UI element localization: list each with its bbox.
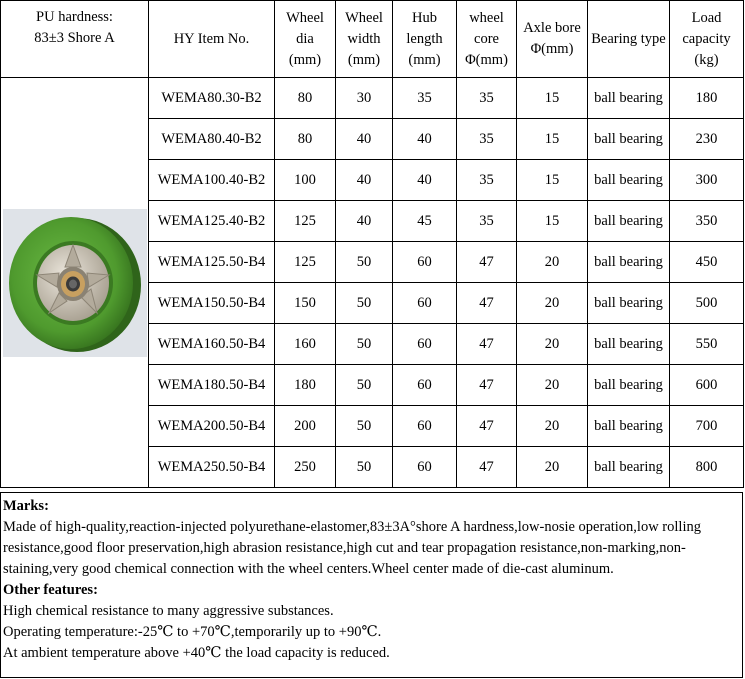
- hub-cell: 40: [393, 160, 457, 201]
- table-row: [1, 78, 744, 119]
- load-cell: 500: [670, 283, 744, 324]
- header-row: [1, 1, 744, 78]
- dia-cell: 125: [275, 201, 336, 242]
- width-cell: 40: [336, 119, 393, 160]
- bearing-cell: ball bearing: [588, 447, 670, 488]
- bore-cell: 15: [517, 201, 588, 242]
- dia-cell: 180: [275, 365, 336, 406]
- core-cell: 35: [457, 119, 517, 160]
- bearing-cell: ball bearing: [588, 242, 670, 283]
- dia-cell: 125: [275, 242, 336, 283]
- bore-cell: 20: [517, 406, 588, 447]
- width-cell: 50: [336, 365, 393, 406]
- feature-line: Operating temperature:-25℃ to +70℃,temporarily up to +90℃.: [3, 624, 382, 640]
- hub-cell: 60: [393, 365, 457, 406]
- item-no-cell: WEMA150.50-B4: [149, 283, 275, 324]
- hub-cell: 60: [393, 283, 457, 324]
- width-cell: 40: [336, 201, 393, 242]
- item-no-cell: WEMA200.50-B4: [149, 406, 275, 447]
- core-cell: 35: [457, 201, 517, 242]
- item-no-cell: WEMA180.50-B4: [149, 365, 275, 406]
- green-pu-wheel-photo-icon: [3, 209, 147, 357]
- dia-cell: 160: [275, 324, 336, 365]
- feature-line: At ambient temperature above +40℃ the load capacity is reduced.: [3, 645, 390, 661]
- hub-cell: 35: [393, 78, 457, 119]
- hub-cell: 60: [393, 406, 457, 447]
- dia-cell: 100: [275, 160, 336, 201]
- bearing-cell: ball bearing: [588, 119, 670, 160]
- dia-cell: 150: [275, 283, 336, 324]
- marks-text: Made of high-quality,reaction-injected polyurethane-elastomer,83±3A°shore A hardness,low-nosie operation,low rolling resistance,good floor preservation,high abrasion resistance,high cut and tear propagation resistance,non-marking,non-staining,very good chemical connection with the wheel centers.Wheel center made of die-cast aluminum.: [3, 519, 701, 577]
- core-cell: 47: [457, 365, 517, 406]
- bore-cell: 20: [517, 447, 588, 488]
- width-cell: 50: [336, 447, 393, 488]
- other-features-heading: Other features:: [3, 582, 98, 598]
- dia-cell: 80: [275, 78, 336, 119]
- bore-cell: 15: [517, 160, 588, 201]
- load-cell: 350: [670, 201, 744, 242]
- core-cell: 47: [457, 447, 517, 488]
- bore-cell: 15: [517, 119, 588, 160]
- width-cell: 50: [336, 324, 393, 365]
- width-cell: 50: [336, 242, 393, 283]
- item-no-cell: WEMA250.50-B4: [149, 447, 275, 488]
- core-cell: 47: [457, 406, 517, 447]
- load-cell: 600: [670, 365, 744, 406]
- core-cell: 47: [457, 324, 517, 365]
- item-no-cell: WEMA80.30-B2: [149, 78, 275, 119]
- bore-cell: 20: [517, 365, 588, 406]
- load-cell: 230: [670, 119, 744, 160]
- hub-cell: 45: [393, 201, 457, 242]
- core-cell: 35: [457, 78, 517, 119]
- load-capacity-header: Load capacity (kg): [670, 1, 744, 78]
- wheel-dia-header: Wheel dia (mm): [275, 1, 336, 78]
- load-cell: 450: [670, 242, 744, 283]
- item-no-cell: WEMA125.40-B2: [149, 201, 275, 242]
- notes-section: [0, 492, 743, 678]
- feature-line: High chemical resistance to many aggressive substances.: [3, 603, 334, 619]
- width-cell: 30: [336, 78, 393, 119]
- core-cell: 35: [457, 160, 517, 201]
- bearing-cell: ball bearing: [588, 406, 670, 447]
- core-cell: 47: [457, 283, 517, 324]
- bore-cell: 20: [517, 283, 588, 324]
- load-cell: 550: [670, 324, 744, 365]
- item-no-cell: WEMA125.50-B4: [149, 242, 275, 283]
- bearing-type-header: Bearing type: [588, 1, 670, 78]
- wheel-width-header: Wheel width (mm): [336, 1, 393, 78]
- marks-heading: Marks:: [3, 498, 49, 514]
- hub-length-header: Hub length (mm): [393, 1, 457, 78]
- load-cell: 800: [670, 447, 744, 488]
- bearing-cell: ball bearing: [588, 160, 670, 201]
- load-cell: 180: [670, 78, 744, 119]
- pu-hardness-header: PU hardness: 83±3 Shore A: [1, 1, 149, 78]
- width-cell: 40: [336, 160, 393, 201]
- bearing-cell: ball bearing: [588, 78, 670, 119]
- item-no-header: HY Item No.: [149, 1, 275, 78]
- width-cell: 50: [336, 406, 393, 447]
- hub-cell: 60: [393, 447, 457, 488]
- wheel-photo: [1, 78, 149, 488]
- dia-cell: 80: [275, 119, 336, 160]
- hub-cell: 60: [393, 242, 457, 283]
- bearing-cell: ball bearing: [588, 365, 670, 406]
- bearing-cell: ball bearing: [588, 283, 670, 324]
- bore-cell: 15: [517, 78, 588, 119]
- load-cell: 300: [670, 160, 744, 201]
- item-no-cell: WEMA160.50-B4: [149, 324, 275, 365]
- load-cell: 700: [670, 406, 744, 447]
- core-cell: 47: [457, 242, 517, 283]
- width-cell: 50: [336, 283, 393, 324]
- bearing-cell: ball bearing: [588, 201, 670, 242]
- bearing-cell: ball bearing: [588, 324, 670, 365]
- axle-bore-header: Axle bore Φ(mm): [517, 1, 588, 78]
- wheel-core-header: wheel core Φ(mm): [457, 1, 517, 78]
- hub-cell: 60: [393, 324, 457, 365]
- bore-cell: 20: [517, 242, 588, 283]
- item-no-cell: WEMA100.40-B2: [149, 160, 275, 201]
- item-no-cell: WEMA80.40-B2: [149, 119, 275, 160]
- dia-cell: 250: [275, 447, 336, 488]
- bore-cell: 20: [517, 324, 588, 365]
- dia-cell: 200: [275, 406, 336, 447]
- hub-cell: 40: [393, 119, 457, 160]
